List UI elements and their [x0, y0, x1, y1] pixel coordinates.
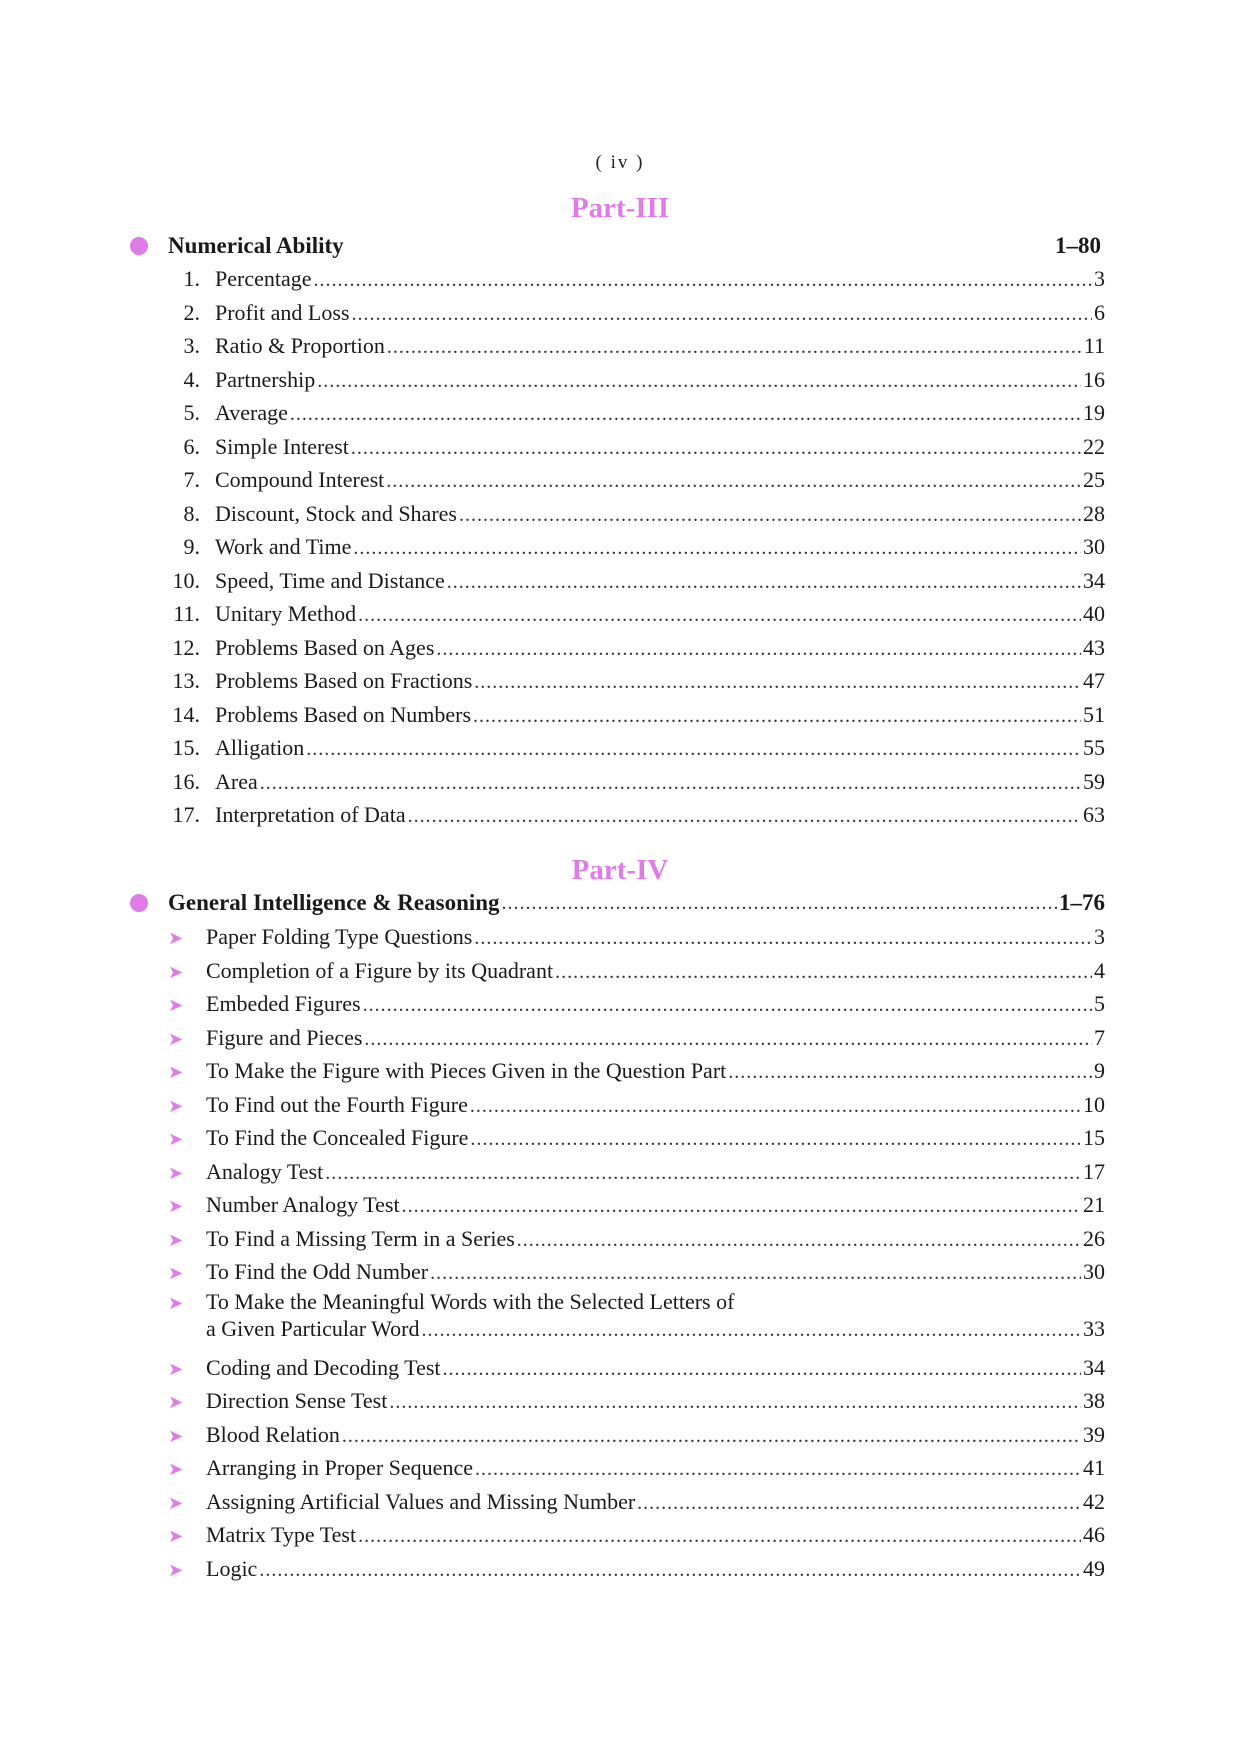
entry-title: Partnership	[215, 366, 316, 392]
entry-page: 42	[1083, 1488, 1105, 1514]
toc-entry[interactable]	[0, 1188, 1105, 1222]
entry-title: Interpretation of Data	[215, 802, 406, 827]
dot-leader	[728, 1056, 1092, 1090]
entry-title: To Find the Odd Number	[206, 1259, 429, 1284]
entry-title: To Make the Meaningful Words with the Selected Letters of	[206, 1288, 735, 1314]
entry-title: Alligation	[215, 735, 305, 760]
entry-title: Blood Relation	[206, 1421, 340, 1447]
entry-page: 41	[1083, 1455, 1105, 1480]
toc-entry[interactable]	[0, 564, 1105, 598]
dot-leader	[351, 432, 1081, 466]
arrow-right-icon: ➤	[168, 928, 184, 948]
toc-entry[interactable]	[0, 1021, 1105, 1055]
arrow-right-icon: ➤	[168, 1129, 184, 1149]
entry-title: Average	[215, 400, 288, 425]
entry-page: 39	[1083, 1421, 1105, 1447]
part-3-title: Part-III	[570, 192, 670, 224]
entry-page: 6	[1094, 299, 1105, 325]
toc-entry[interactable]	[0, 296, 1105, 330]
entry-page: 10	[1083, 1091, 1105, 1117]
arrow-right-icon: ➤	[168, 1292, 184, 1313]
dot-leader	[474, 666, 1081, 700]
dot-leader	[306, 733, 1081, 767]
entry-page: 4	[1094, 957, 1105, 983]
arrow-right-icon: ➤	[168, 1492, 184, 1513]
toc-entry[interactable]	[0, 1351, 1105, 1385]
dot-leader	[325, 1157, 1081, 1191]
entry-title: Area	[215, 768, 258, 794]
entry-page: 19	[1083, 400, 1105, 425]
entry-title: Assigning Artificial Values and Missing Number	[206, 1488, 636, 1514]
entry-number: 12.	[172, 634, 200, 660]
dot-leader	[317, 365, 1081, 399]
toc-entry[interactable]	[0, 530, 1105, 564]
entry-number: 11.	[173, 601, 200, 626]
toc-entry[interactable]	[0, 1255, 1105, 1289]
entry-page: 49	[1083, 1555, 1105, 1581]
dot-leader	[386, 465, 1081, 499]
arrow-right-icon: ➤	[168, 1062, 184, 1082]
entry-page: 46	[1083, 1522, 1105, 1547]
dot-leader	[402, 1190, 1081, 1224]
bullet-dot-icon	[130, 237, 148, 255]
dot-leader	[555, 956, 1092, 990]
entry-title: Arranging in Proper Sequence	[206, 1455, 473, 1480]
entry-page: 17	[1083, 1158, 1105, 1184]
entry-page: 11	[1083, 333, 1105, 358]
entry-title: Discount, Stock and Shares	[215, 500, 457, 526]
dot-leader	[473, 700, 1081, 734]
dot-leader	[363, 989, 1092, 1023]
arrow-right-icon: ➤	[168, 1526, 184, 1546]
dot-leader	[443, 1353, 1081, 1387]
entry-title: To Find out the Fourth Figure	[206, 1091, 468, 1117]
dot-leader	[474, 922, 1092, 956]
dot-leader	[408, 800, 1081, 834]
entry-title: Simple Interest	[215, 433, 349, 459]
toc-entry[interactable]	[0, 1289, 1105, 1351]
dot-leader	[436, 633, 1081, 667]
arrow-right-icon: ➤	[168, 1425, 184, 1446]
entry-number: 16.	[172, 768, 200, 794]
page-number: ( iv )	[595, 152, 645, 173]
entry-page: 16	[1083, 366, 1105, 392]
entry-number: 17.	[172, 802, 200, 827]
part-3-toc-list	[0, 262, 1240, 832]
entry-page: 38	[1083, 1388, 1105, 1413]
entry-page: 59	[1083, 768, 1105, 794]
dot-leader	[387, 331, 1082, 365]
toc-entry[interactable]	[0, 698, 1105, 732]
entry-number: 2.	[183, 299, 200, 325]
dot-leader	[260, 767, 1081, 801]
entry-page: 51	[1083, 701, 1105, 727]
entry-number: 15.	[172, 735, 200, 760]
entry-page: 55	[1083, 735, 1105, 760]
entry-page: 21	[1083, 1192, 1105, 1217]
toc-entry[interactable]	[0, 631, 1105, 665]
toc-entry[interactable]	[0, 1088, 1105, 1122]
entry-page: 9	[1094, 1058, 1105, 1083]
dot-leader	[314, 264, 1093, 298]
part-4-title: Part-IV	[571, 854, 669, 886]
toc-entry[interactable]	[0, 798, 1105, 832]
dot-leader	[364, 1023, 1092, 1057]
entry-number: 7.	[183, 467, 200, 492]
entry-page: 3	[1094, 924, 1105, 949]
toc-entry[interactable]	[0, 954, 1105, 988]
entry-title: Paper Folding Type Questions	[206, 924, 473, 949]
toc-entry[interactable]	[0, 1451, 1105, 1485]
toc-entry[interactable]	[0, 430, 1105, 464]
toc-entry[interactable]	[0, 1518, 1105, 1552]
entry-page: 22	[1083, 433, 1105, 459]
entry-number: 4.	[183, 366, 200, 392]
arrow-right-icon: ➤	[168, 961, 184, 982]
entry-title: Ratio & Proportion	[215, 333, 385, 358]
entry-page: 28	[1083, 500, 1105, 526]
entry-title: Percentage	[215, 266, 312, 291]
entry-title: Problems Based on Fractions	[215, 668, 473, 693]
entry-number: 3.	[183, 333, 200, 358]
entry-number: 14.	[172, 701, 200, 727]
entry-page: 25	[1083, 467, 1105, 492]
section-heading-numerical-ability[interactable]	[130, 231, 1105, 261]
entry-title: Embeded Figures	[206, 991, 361, 1016]
arrow-right-icon: ➤	[168, 1459, 184, 1479]
dot-leader	[290, 398, 1081, 432]
arrow-right-icon: ➤	[168, 1196, 184, 1216]
entry-page: 30	[1083, 1259, 1105, 1284]
section-label: General Intelligence & Reasoning	[168, 890, 500, 915]
entry-title: Compound Interest	[215, 467, 385, 492]
dot-leader	[637, 1487, 1081, 1521]
entry-title-line2: a Given Particular Word	[206, 1315, 420, 1341]
entry-title: Completion of a Figure by its Quadrant	[206, 957, 554, 983]
entry-page: 34	[1083, 567, 1105, 593]
toc-entry[interactable]	[0, 1384, 1105, 1418]
entry-page: 40	[1083, 601, 1105, 626]
entry-title: Figure and Pieces	[206, 1024, 363, 1050]
entry-page: 26	[1083, 1225, 1105, 1251]
entry-title: Logic	[206, 1555, 258, 1581]
entry-page: 43	[1083, 634, 1105, 660]
toc-entry[interactable]	[0, 731, 1105, 765]
entry-title: Direction Sense Test	[206, 1388, 388, 1413]
entry-page: 47	[1083, 668, 1105, 693]
dot-leader	[351, 298, 1092, 332]
entry-number: 9.	[183, 534, 200, 559]
entry-page: 34	[1083, 1354, 1105, 1380]
dot-leader	[358, 1520, 1081, 1554]
toc-entry[interactable]	[0, 497, 1105, 531]
part-4-toc-list	[0, 920, 1240, 1585]
dot-leader	[447, 566, 1081, 600]
entry-number: 5.	[183, 400, 200, 425]
entry-title: Problems Based on Ages	[215, 634, 435, 660]
dot-leader	[475, 1453, 1081, 1487]
toc-entry[interactable]	[0, 1552, 1105, 1586]
toc-entry[interactable]	[0, 920, 1105, 954]
dot-leader	[342, 1420, 1081, 1454]
entry-title: Profit and Loss	[215, 299, 350, 325]
dot-leader	[470, 1090, 1081, 1124]
toc-entry[interactable]	[0, 987, 1105, 1021]
toc-entry[interactable]	[0, 664, 1105, 698]
arrow-right-icon: ➤	[168, 1263, 184, 1283]
dot-leader	[470, 1123, 1081, 1157]
entry-title: Matrix Type Test	[206, 1522, 357, 1547]
arrow-right-icon: ➤	[168, 1229, 184, 1250]
toc-entry[interactable]	[0, 1222, 1105, 1256]
toc-entry[interactable]	[0, 765, 1105, 799]
arrow-right-icon: ➤	[168, 1162, 184, 1183]
arrow-right-icon: ➤	[168, 1358, 184, 1379]
dot-leader	[259, 1554, 1081, 1588]
dot-leader	[430, 1257, 1081, 1291]
toc-entry[interactable]	[0, 463, 1105, 497]
toc-entry[interactable]	[0, 1155, 1105, 1189]
entry-number: 10.	[172, 567, 200, 593]
toc-entry[interactable]	[0, 1054, 1105, 1088]
entry-page: 5	[1094, 991, 1105, 1016]
toc-entry[interactable]	[0, 396, 1105, 430]
dot-leader	[353, 532, 1081, 566]
bullet-dot-icon	[130, 894, 148, 912]
section-heading-general-intelligence[interactable]	[130, 888, 1105, 918]
entry-page: 3	[1094, 266, 1105, 291]
section-page-range: 1–80	[1055, 233, 1101, 258]
entry-title: Work and Time	[215, 534, 352, 559]
entry-title: Unitary Method	[215, 601, 357, 626]
entry-title: Coding and Decoding Test	[206, 1354, 441, 1380]
entry-page: 15	[1083, 1125, 1105, 1150]
entry-title: Number Analogy Test	[206, 1192, 400, 1217]
toc-entry[interactable]	[0, 363, 1105, 397]
entry-number: 8.	[183, 500, 200, 526]
entry-title: To Find a Missing Term in a Series	[206, 1225, 515, 1251]
dot-leader	[459, 499, 1081, 533]
entry-page: 7	[1094, 1024, 1105, 1050]
entry-number: 6.	[183, 433, 200, 459]
dot-leader	[502, 892, 1057, 915]
arrow-right-icon: ➤	[168, 1028, 184, 1049]
entry-title: Analogy Test	[206, 1158, 324, 1184]
arrow-right-icon: ➤	[168, 1392, 184, 1412]
toc-entry[interactable]	[0, 1418, 1105, 1452]
toc-entry[interactable]	[0, 1121, 1105, 1155]
entry-page: 63	[1083, 802, 1105, 827]
arrow-right-icon: ➤	[168, 1095, 184, 1116]
toc-entry[interactable]	[0, 597, 1105, 631]
section-page-range: 1–76	[1059, 890, 1105, 915]
entry-title: Speed, Time and Distance	[215, 567, 445, 593]
toc-entry[interactable]	[0, 1485, 1105, 1519]
entry-title: To Make the Figure with Pieces Given in the Question Part	[206, 1058, 727, 1083]
arrow-right-icon: ➤	[168, 995, 184, 1015]
arrow-right-icon: ➤	[168, 1559, 184, 1580]
dot-leader	[358, 599, 1081, 633]
dot-leader	[389, 1386, 1081, 1420]
entry-page: 30	[1083, 534, 1105, 559]
dot-leader	[517, 1224, 1081, 1258]
entry-title: Problems Based on Numbers	[215, 701, 472, 727]
section-label: Numerical Ability	[168, 233, 344, 258]
entry-number: 1.	[183, 266, 200, 291]
toc-entry[interactable]	[0, 262, 1105, 296]
entry-number: 13.	[172, 668, 200, 693]
dot-leader	[421, 1317, 1081, 1343]
entry-title: To Find the Concealed Figure	[206, 1125, 469, 1150]
toc-entry[interactable]	[0, 329, 1105, 363]
entry-page: 33	[1083, 1315, 1105, 1341]
